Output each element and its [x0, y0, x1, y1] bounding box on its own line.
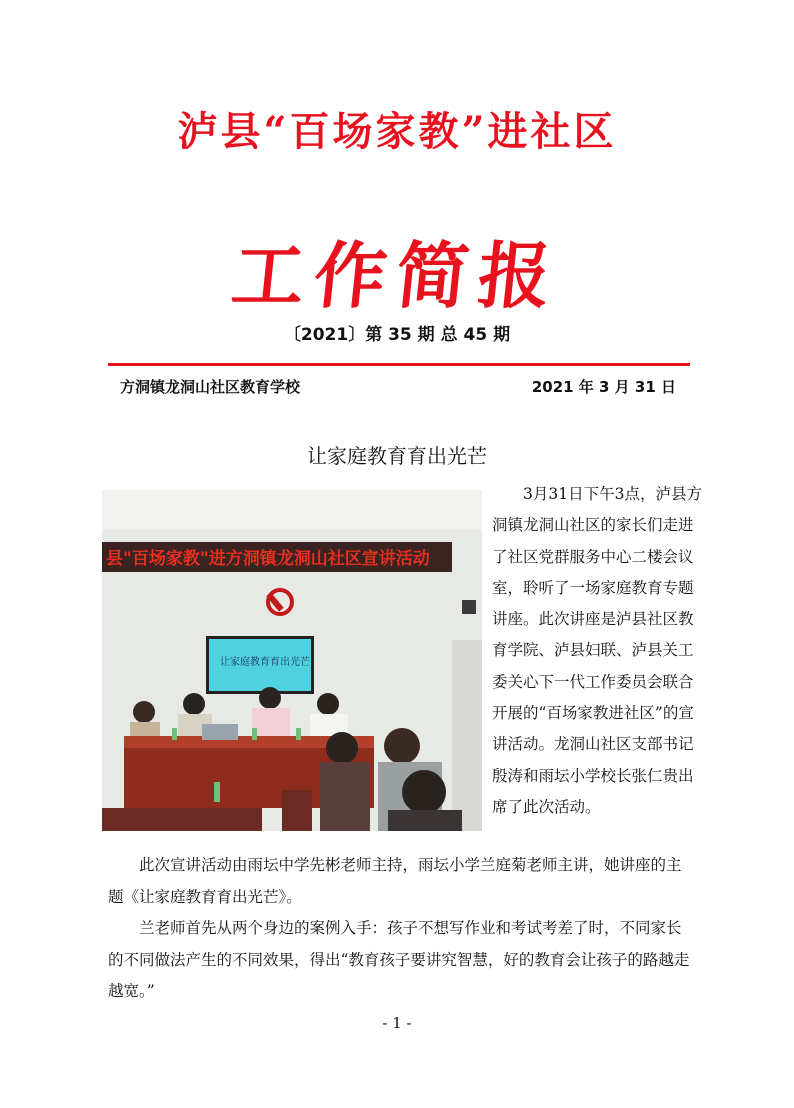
bulletin-title: 工作简报 [227, 234, 565, 318]
issue-number: 〔2021〕第 35 期 总 45 期 [283, 325, 511, 345]
article-title: 让家庭教育育出光芒 [307, 444, 487, 468]
red-divider [108, 363, 690, 366]
event-photo [102, 490, 482, 831]
body-paragraph: 此次宣讲活动由雨坛中学先彬老师主持，雨坛小学兰庭菊老师主讲，她讲座的主题《让家庭教育育出光芒》。 [108, 856, 682, 906]
led-banner-text: 县"百场家教"进方洞镇龙洞山社区宣讲活动 [106, 549, 430, 569]
page-number: - 1 - [382, 1014, 412, 1032]
screen-title-text: 让家庭教育育出光芒 [220, 657, 310, 668]
publisher-name: 方洞镇龙洞山社区教育学校 [120, 378, 301, 396]
article-body [108, 850, 694, 1008]
publish-date: 2021 年 3 月 31 日 [531, 378, 676, 396]
body-paragraph: 兰老师首先从两个身边的案例入手：孩子不想写作业和考试考差了时，不同家长的不同做法产生的不同效果，得出“教育孩子要讲究智慧，好的教育会让孩子的路越走越宽。” [108, 919, 690, 1000]
masthead-title: 泸县“百场家教”进社区 [177, 108, 617, 155]
intro-paragraph: 3月31日下午3点，泸县方洞镇龙洞山社区的家长们走进了社区党群服务中心二楼会议室，聆听了一场家庭教育专题讲座。此次讲座是泸县社区教育学院、泸县妇联、泸县关工委关心下一代工作委员会联合开展的“百场家教进社区”的宣讲活动。龙洞山社区支部书记殷涛和雨坛小学校长张仁贵出席了此次活动。 [492, 485, 702, 816]
article-side-text [492, 479, 702, 823]
